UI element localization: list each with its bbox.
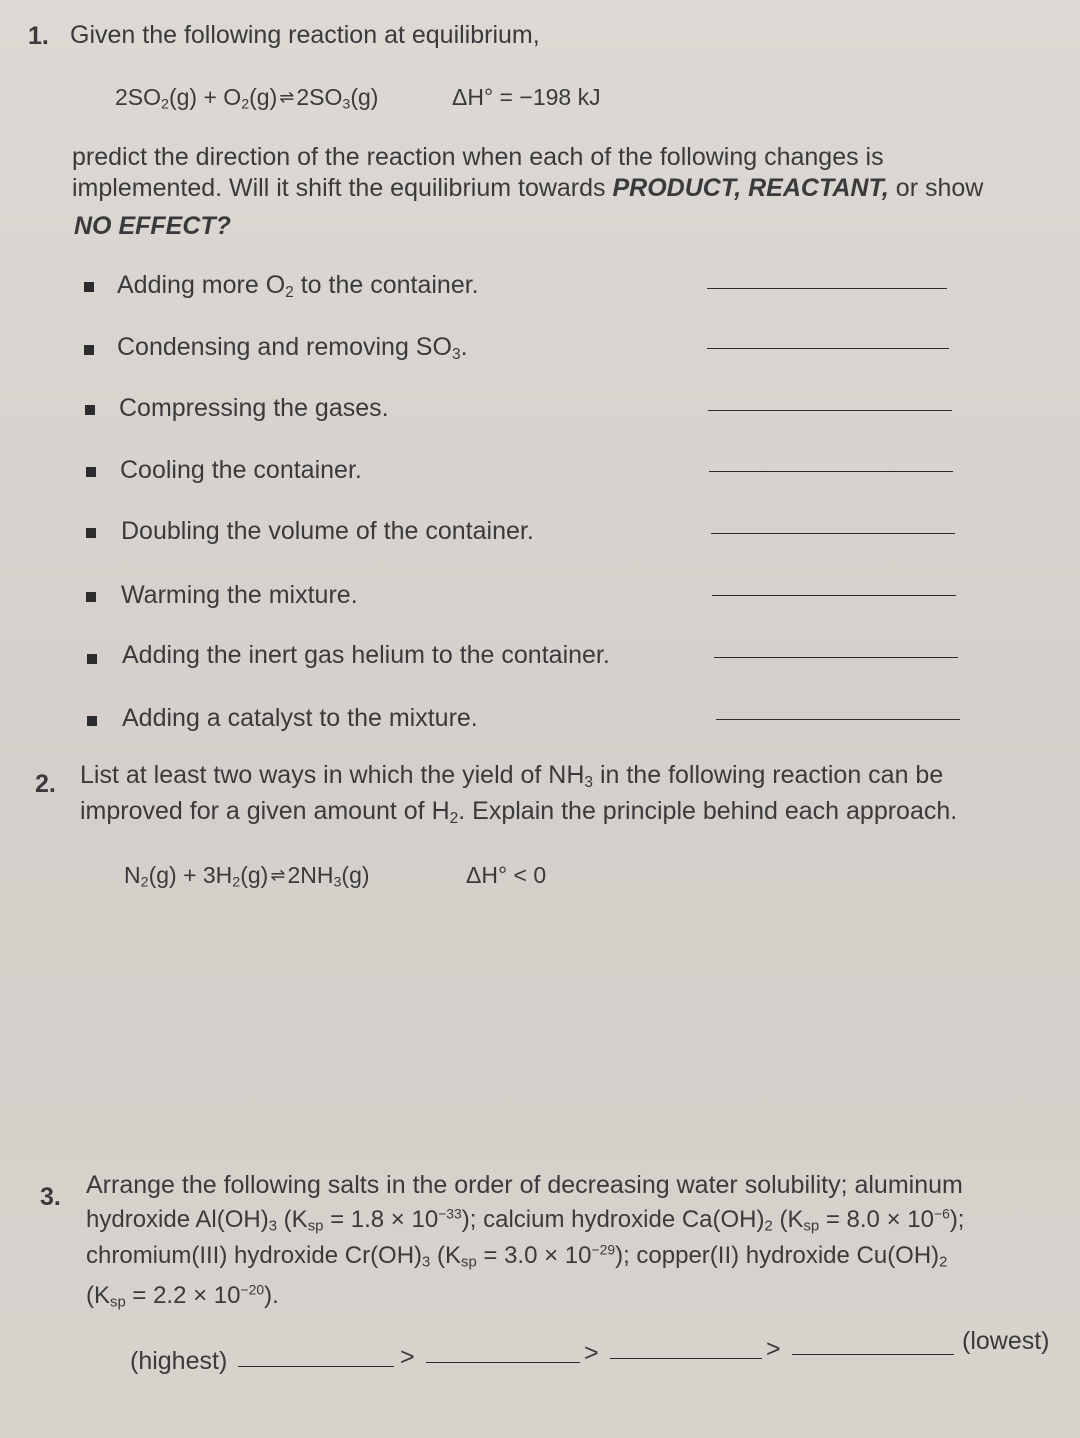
bullet-icon — [84, 345, 94, 355]
equilibrium-arrow: ⇌ — [270, 865, 286, 885]
q3-line4: $(K_{sp} = 2.2 \times 10^{-20})$. — [86, 1281, 279, 1311]
highest-label: (highest) — [130, 1347, 228, 1375]
q1-intro: Given the following reaction at equilibrium, — [70, 21, 540, 49]
q2-number: 2. — [35, 770, 56, 798]
rank-blank-2[interactable] — [426, 1362, 580, 1363]
item-text: Adding the inert gas helium to the container. — [122, 641, 610, 669]
rank-blank-4[interactable] — [792, 1354, 954, 1355]
bullet-icon — [86, 467, 96, 477]
item-text: Adding more $O_2$ to the container. — [117, 271, 479, 301]
q1-prompt-line1: predict the direction of the reaction when each of the following changes is — [72, 143, 884, 171]
q2-enthalpy: ΔH° < 0 — [466, 862, 547, 888]
answer-blank[interactable] — [709, 471, 953, 472]
rank-separator: > — [766, 1335, 781, 1363]
q1-equation: $2SO_2(g) + O_2(g)$ $\rightleftharpoons 2SO_3(g)$ — [115, 84, 379, 113]
bullet-icon — [84, 282, 94, 292]
q1-prompt-line2: implemented. Will it shift the equilibrium towards PRODUCT, REACTANT, or show — [72, 174, 984, 202]
lowest-label: (lowest) — [962, 1327, 1050, 1355]
item-text: Adding a catalyst to the mixture. — [122, 704, 478, 732]
answer-blank[interactable] — [712, 595, 956, 596]
item-text: Doubling the volume of the container. — [121, 517, 534, 545]
equilibrium-arrow: ⇌ — [279, 87, 295, 107]
q2-line1: List at least two ways in which the yield of $NH_3$ in the following reaction can be — [80, 761, 944, 791]
bullet-icon — [85, 405, 95, 415]
bullet-icon — [87, 654, 97, 664]
answer-blank[interactable] — [714, 657, 958, 658]
q2-line2: improved for a given amount of $H_2$. Explain the principle behind each approach. — [80, 797, 958, 827]
item-text: Warming the mixture. — [121, 581, 358, 609]
answer-blank[interactable] — [711, 533, 955, 534]
q2-equation: $N_2(g) + 3H_2(g)$ $\rightleftharpoons 2NH_3(g)$ — [124, 862, 370, 891]
answer-blank[interactable] — [707, 348, 949, 349]
bullet-icon — [87, 716, 97, 726]
q1-number: 1. — [28, 22, 49, 50]
item-text: Condensing and removing $SO_3$. — [117, 333, 468, 363]
rank-separator: > — [584, 1339, 599, 1367]
item-text: Cooling the container. — [120, 456, 362, 484]
q3-line3: chromium(III) hydroxide $Cr(OH)_3$ $(K_{sp} = 3.0 \times 10^{-29})$; copper(II) hydroxide $Cu(OH)_2$ — [86, 1241, 948, 1271]
q1-enthalpy: ΔH° = −198 kJ — [452, 84, 601, 110]
answer-blank[interactable] — [707, 288, 947, 289]
q3-line2: hydroxide $Al(OH)_3$ $(K_{sp} = 1.8 \times 10^{-33})$; calcium hydroxide $Ca(OH)_2$ $(K_{sp} = 8.0 \times 10^{-6})$; — [86, 1205, 965, 1235]
rank-blank-1[interactable] — [238, 1366, 394, 1367]
q3-number: 3. — [40, 1183, 61, 1211]
answer-blank[interactable] — [716, 719, 960, 720]
bullet-icon — [86, 592, 96, 602]
q3-line1: Arrange the following salts in the order of decreasing water solubility; aluminum — [86, 1171, 963, 1199]
answer-blank[interactable] — [708, 410, 952, 411]
item-text: Compressing the gases. — [119, 394, 389, 422]
q1-prompt-line3: NO EFFECT? — [74, 212, 231, 240]
rank-blank-3[interactable] — [610, 1358, 762, 1359]
bullet-icon — [86, 528, 96, 538]
rank-separator: > — [400, 1343, 415, 1371]
